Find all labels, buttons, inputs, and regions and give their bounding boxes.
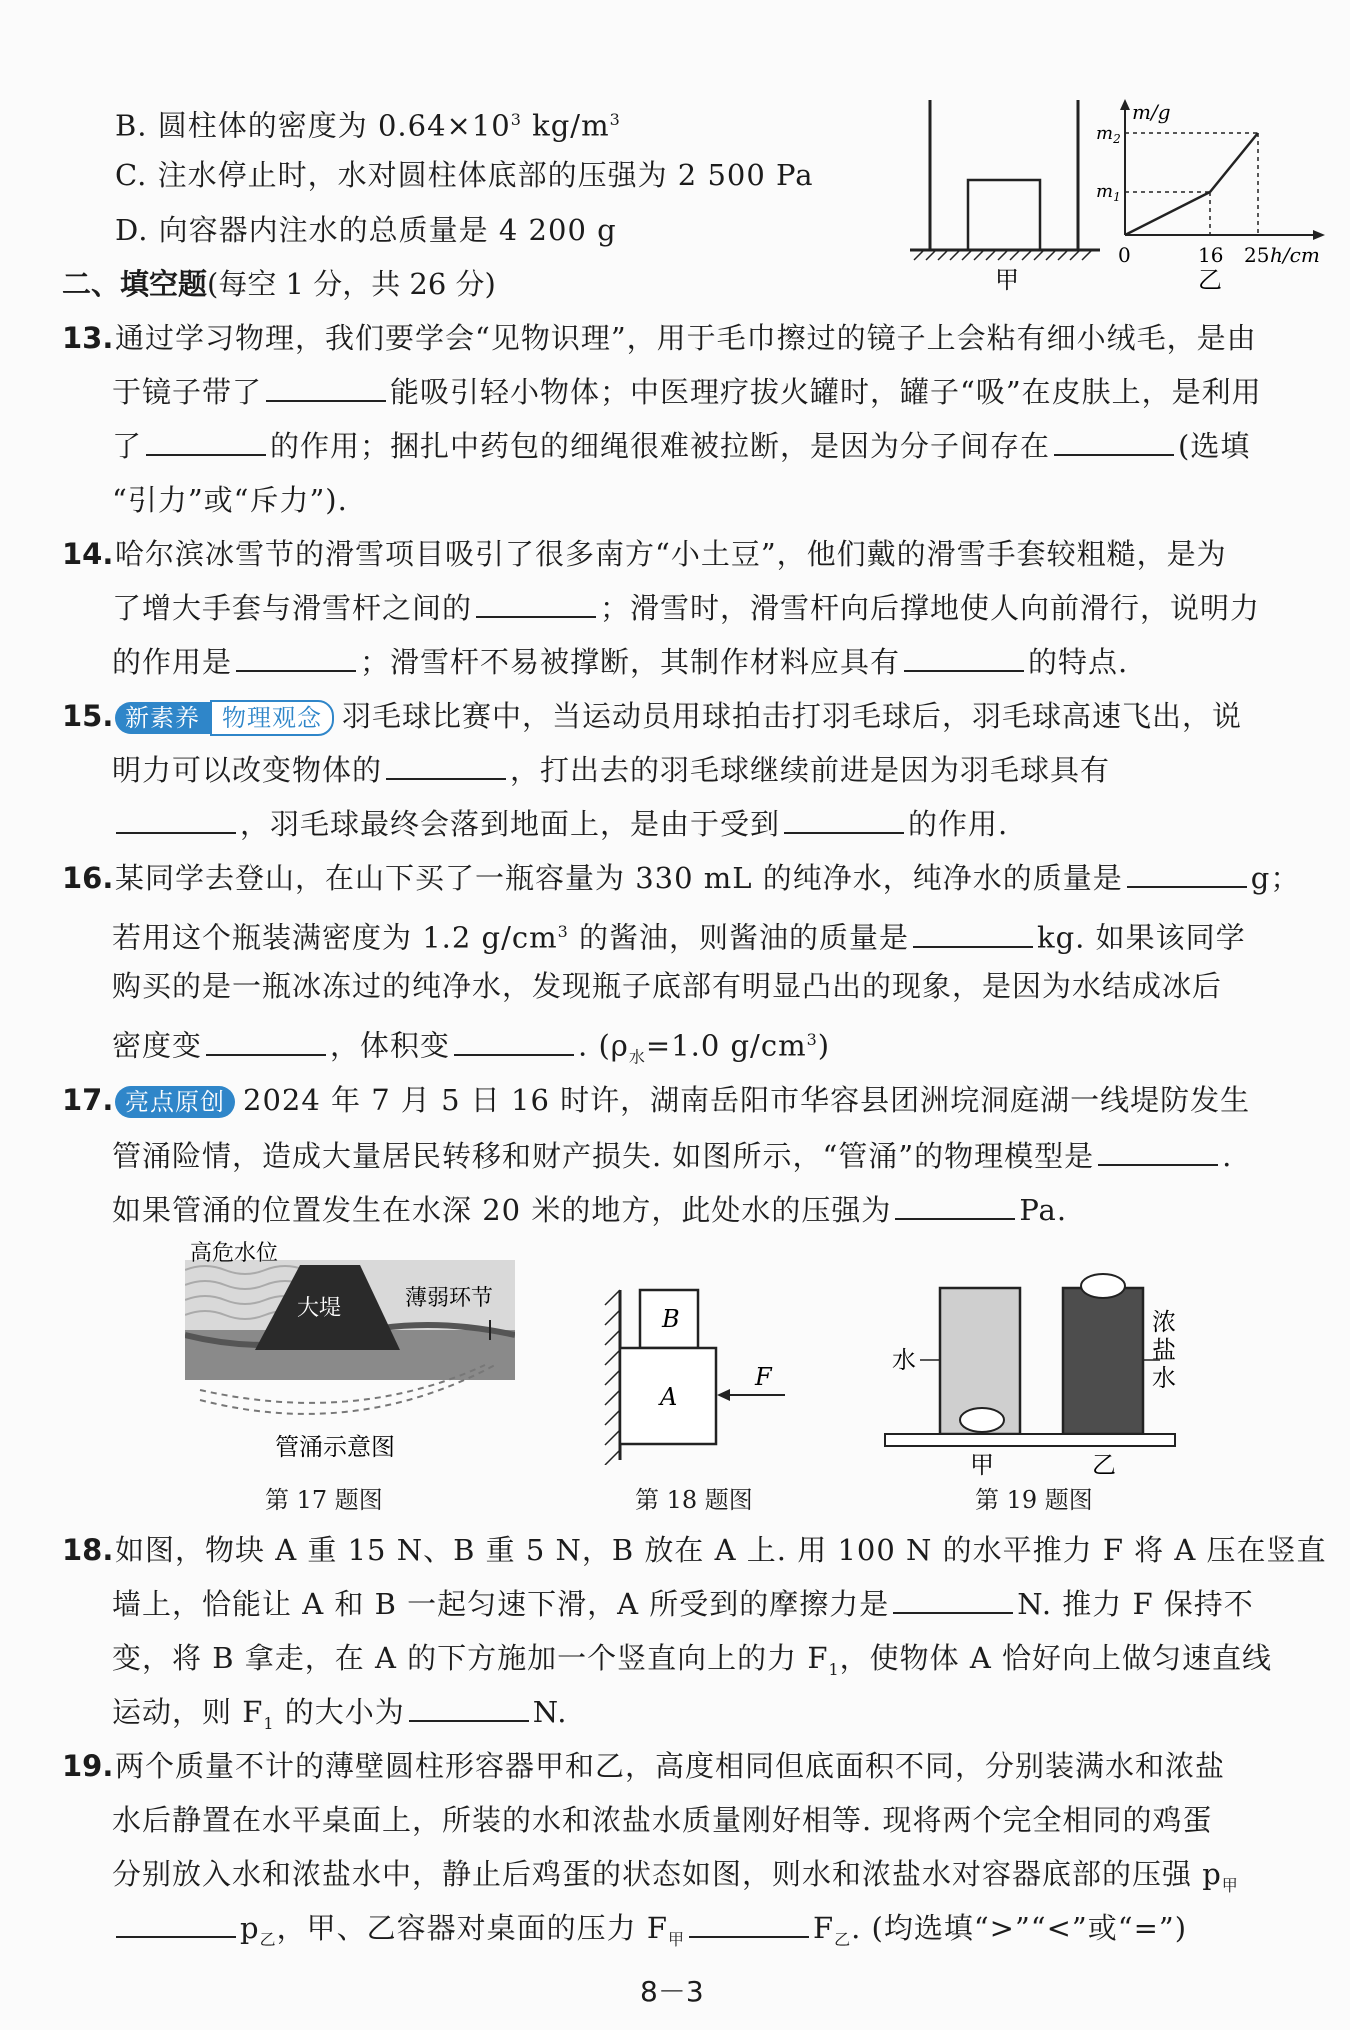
q16-line3: 购买的是一瓶冰冻过的纯净水，发现瓶子底部有明显凸出的现象，是因为水结成冰后 [112, 969, 1223, 1003]
q14-line3: 的作用是 ；滑雪杆不易被撑断，其制作材料应具有 的特点. [112, 642, 1128, 682]
answer-blank[interactable] [116, 1908, 236, 1938]
block-b-label: B [662, 1305, 680, 1333]
q13-line3: 了 的作用；捆扎中药包的细绳很难被拉断，是因为分子间存在 (选填 [112, 426, 1250, 466]
q15-line3: ，羽毛球最终会落到地面上，是由于受到 的作用. [112, 804, 1008, 844]
container-jia-label: 甲 [970, 1451, 994, 1479]
q13-line1: 通过学习物理，我们要学会“见物识理”，用于毛巾擦过的镜子上会粘有细小绒毛，是由 [115, 321, 1257, 355]
q17-number: 17. [62, 1083, 114, 1117]
x-tick-25: 25 [1244, 243, 1270, 267]
q16-line1: 某同学去登山，在山下买了一瓶容量为 330 mL 的纯净水，纯净水的质量是 g； [115, 858, 1300, 898]
q16-line4: 密度变 ，体积变 . ($\rho_水=1.0$ $g/cm^3$) [112, 1020, 830, 1077]
answer-blank[interactable] [1127, 858, 1247, 888]
q15-line1: 新素养 物理观念 羽毛球比赛中，当运动员用球拍击打羽毛球后，羽毛球高速飞出，说 [115, 696, 1242, 736]
q17-line1: 亮点原创 2024 年 7 月 5 日 16 时许，湖南岳阳市华容县团洲垸洞庭湖一线堤防发生 [115, 1080, 1250, 1120]
high-water-label: 高危水位 [190, 1241, 279, 1266]
answer-blank[interactable] [386, 750, 506, 780]
q16-number: 16. [62, 861, 114, 895]
egg-in-salt-water [1081, 1274, 1125, 1298]
answer-blank[interactable] [266, 372, 386, 402]
q19-line2: 水后静置在水平桌面上，所装的水和浓盐水质量刚好相等. 现将两个完全相同的鸡蛋 [112, 1803, 1213, 1837]
answer-blank[interactable] [116, 804, 236, 834]
q13-number: 13. [62, 321, 114, 355]
weak-point-label: 薄弱环节 [405, 1286, 494, 1311]
q14-number: 14. [62, 537, 114, 571]
q18-line3: 变，将 B 拿走，在 A 的下方施加一个竖直向上的力 $F_1$，使物体 A 恰好向上做匀速直线 [112, 1641, 1273, 1679]
q14-line1: 哈尔滨冰雪节的滑雪项目吸引了很多南方“小土豆”，他们戴的滑雪手套较粗糙，是为 [115, 537, 1227, 571]
q13-line2: 于镜子带了 能吸引轻小物体；中医理疗拔火罐时，罐子“吸”在皮肤上，是利用 [112, 372, 1262, 412]
answer-blank[interactable] [236, 642, 356, 672]
fig18-block-diagram [600, 1285, 800, 1465]
new-literacy-badge: 新素养 [115, 702, 210, 734]
q17-line3: 如果管涌的位置发生在水深 20 米的地方，此处水的压强为 Pa. [112, 1190, 1067, 1230]
origin-label: 0 [1118, 243, 1131, 267]
answer-blank[interactable] [689, 1908, 809, 1938]
fig17-caption: 第 17 题图 [265, 1486, 383, 1514]
block-a-label: A [660, 1383, 678, 1411]
salt-water-container [1063, 1288, 1143, 1434]
physics-concept-badge: 物理观念 [210, 700, 334, 736]
answer-blank[interactable] [784, 804, 904, 834]
q17-line2: 管涌险情，造成大量居民转移和财产损失. 如图所示，“管涌”的物理模型是 . [112, 1136, 1232, 1176]
fig19-caption: 第 19 题图 [975, 1486, 1093, 1514]
section-heading: 二、填空题(每空 1 分，共 26 分) [62, 267, 496, 301]
fig12-right-caption: 乙 [1198, 266, 1222, 294]
option-b: B. 圆柱体的密度为 $0.64\times 10^3$ $kg/m^3$ [115, 108, 621, 143]
q18-line1: 如图，物块 A 重 15 N、B 重 5 N，B 放在 A 上. 用 100 N 的水平推力 F 将 A 压在竖直 [115, 1533, 1327, 1567]
cylinder [968, 180, 1040, 250]
answer-blank[interactable] [146, 426, 266, 456]
container-diagram [910, 100, 1100, 294]
answer-blank[interactable] [206, 1026, 326, 1056]
q18-line4: 运动，则 $F_1$ 的大小为 N. [112, 1692, 568, 1744]
q18-line2: 墙上，恰能让 A 和 B 一起匀速下滑，A 所受到的摩擦力是 N. 推力 F 保持不 [112, 1584, 1254, 1624]
answer-blank[interactable] [895, 1190, 1015, 1220]
answer-blank[interactable] [1098, 1136, 1218, 1166]
q12-figure [900, 95, 1330, 310]
answer-blank[interactable] [893, 1584, 1013, 1614]
egg-in-water [960, 1408, 1004, 1432]
q14-line2: 了增大手套与滑雪杆之间的 ；滑雪时，滑雪杆向后撑地使人向前滑行，说明力 [112, 588, 1260, 628]
container-yi-label: 乙 [1092, 1451, 1116, 1479]
page-number: 8－3 [640, 1975, 704, 2008]
salt-water-label: 浓盐水 [1152, 1308, 1176, 1392]
answer-blank[interactable] [1054, 426, 1174, 456]
option-c: C. 注水停止时，水对圆柱体底部的压强为 2 500 Pa [115, 158, 814, 192]
q13-line4: “引力”或“斥力”). [112, 483, 348, 517]
answer-blank[interactable] [409, 1692, 529, 1722]
answer-blank[interactable] [454, 1026, 574, 1056]
answer-blank[interactable] [904, 642, 1024, 672]
m2-label: $m_2$ [1096, 123, 1121, 146]
q16-line2: 若用这个瓶装满密度为 1.2 $g/cm^3$ 的酱油，则酱油的质量是 kg. 如果该同学 [112, 912, 1246, 958]
answer-blank[interactable] [913, 918, 1033, 948]
q19-line4: $p_乙$，甲、乙容器对桌面的压力 $F_甲$ $F_乙$. (均选填“>”“<”或“=”) [112, 1908, 1187, 1960]
x-tick-16: 16 [1198, 243, 1224, 267]
y-axis-label: m/g [1132, 100, 1171, 124]
q19-line3: 分别放入水和浓盐水中，静止后鸡蛋的状态如图，则水和浓盐水对容器底部的压强 $p_甲$ [112, 1857, 1239, 1895]
q18-number: 18. [62, 1533, 114, 1567]
dam-label: 大堤 [297, 1296, 342, 1321]
option-d: D. 向容器内注水的总质量是 4 200 g [115, 213, 617, 247]
fig19-egg-containers [880, 1270, 1180, 1480]
answer-blank[interactable] [476, 588, 596, 618]
fig18-caption: 第 18 题图 [635, 1486, 753, 1514]
m1-label: $m_1$ [1096, 181, 1121, 204]
q15-number: 15. [62, 699, 114, 733]
x-axis-label: h/cm [1270, 243, 1320, 267]
q19-line1: 两个质量不计的薄壁圆柱形容器甲和乙，高度相同但底面积不同，分别装满水和浓盐 [115, 1749, 1226, 1783]
mass-height-graph [1096, 99, 1325, 294]
water-label: 水 [892, 1346, 916, 1374]
q15-line2: 明力可以改变物体的 ，打出去的羽毛球继续前进是因为羽毛球具有 [112, 750, 1110, 790]
fig12-left-caption: 甲 [995, 266, 1019, 294]
fig17-piping-diagram [185, 1240, 515, 1460]
q19-number: 19. [62, 1749, 114, 1783]
force-f-label: F [755, 1363, 772, 1391]
original-highlight-badge: 亮点原创 [115, 1086, 235, 1118]
fig17-title: 管涌示意图 [275, 1433, 395, 1460]
